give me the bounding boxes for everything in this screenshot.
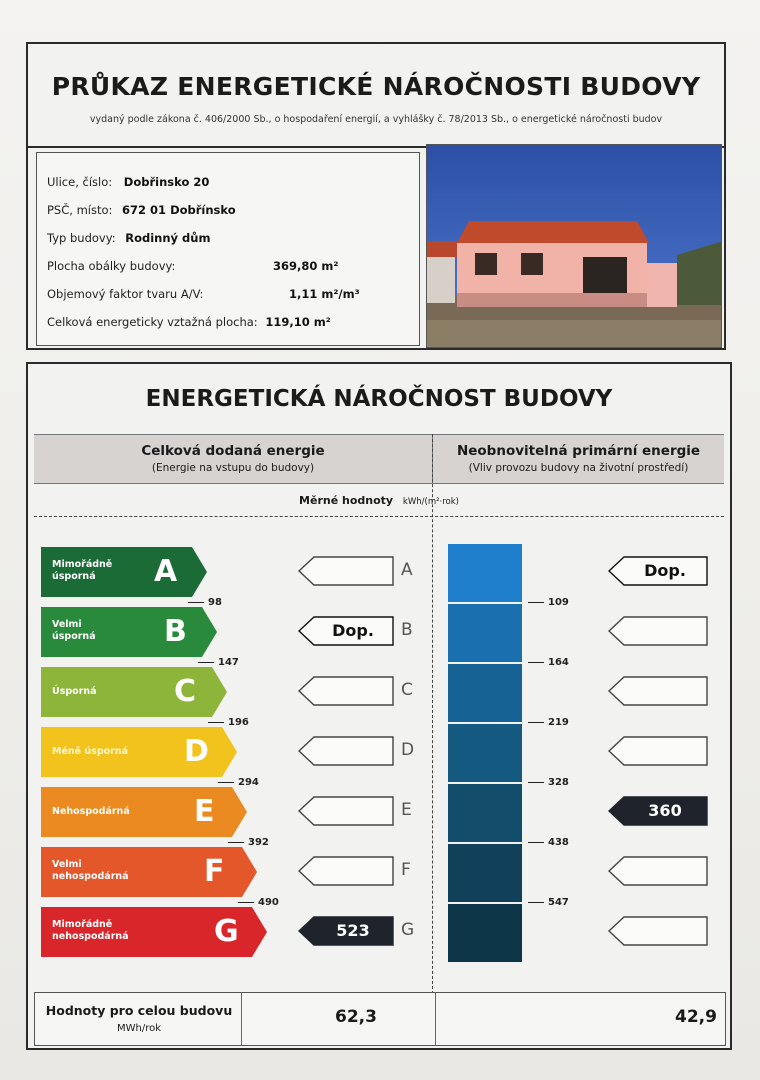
class-label-line1-f: Velmi (52, 859, 82, 870)
psc-value: 672 01 Dobřínsko (122, 203, 236, 217)
class-arrow-a (40, 546, 208, 598)
primary-threshold-2: 164 (528, 657, 569, 668)
primary-threshold-3: 219 (528, 717, 569, 728)
delivered-indicator-c (298, 676, 394, 706)
info-area (47, 259, 339, 273)
factor-value: 1,11 m²/m³ (289, 287, 360, 301)
class-letter-e: E (194, 794, 215, 829)
class-label-line2-g: nehospodárná (52, 931, 129, 942)
class-label-line1-g: Mimořádně (52, 919, 113, 930)
class-label-line1-a: Mimořádně (52, 559, 113, 570)
row-letter-g: G (401, 920, 415, 940)
row-letter-b: B (401, 620, 413, 640)
delivered-indicator-value-b: Dop. (332, 621, 374, 640)
class-arrow-f (40, 846, 258, 898)
primary-bar-b (448, 604, 522, 662)
type-label: Typ budovy: (47, 231, 116, 245)
primary-bar-g (448, 904, 522, 962)
info-factor (47, 287, 360, 301)
primary-bar-c (448, 664, 522, 722)
primary-threshold-1: 109 (528, 597, 569, 608)
class-letter-a: A (154, 554, 178, 589)
primary-threshold-4: 328 (528, 777, 569, 788)
info-type (47, 231, 210, 245)
class-letter-g: G (214, 914, 239, 949)
energy-performance-box (26, 362, 732, 1050)
class-label-line2-a: úsporná (52, 571, 96, 582)
delivered-threshold-5: 392 (228, 837, 269, 848)
primary-bar-d (448, 724, 522, 782)
delivered-indicator-b (298, 616, 394, 646)
certificate-title: PRŮKAZ ENERGETICKÉ NÁROČNOSTI BUDOVY (51, 72, 701, 101)
delivered-indicator-shape-d (298, 736, 394, 766)
whole-building-values (34, 992, 726, 1046)
primary-bar-a (448, 544, 522, 602)
floor-value: 119,10 m² (265, 315, 331, 329)
primary-energy-total: 42,9 (675, 1007, 717, 1027)
class-label-line2-b: úsporná (52, 631, 96, 642)
info-floor (47, 315, 331, 329)
primary-indicator-shape-g (608, 916, 708, 946)
class-label-g (52, 919, 129, 943)
psc-label: PSČ, místo: (47, 203, 113, 217)
certificate-subtitle: vydaný podle zákona č. 406/2000 Sb., o hospodaření energií, a vyhlášky č. 78/2013 Sb., o energetické náročnosti budov (89, 114, 663, 125)
primary-indicator-value-a: Dop. (644, 561, 686, 580)
primary-indicator-f (608, 856, 708, 886)
delivered-indicator-a (298, 556, 394, 586)
delivered-indicator-shape-e (298, 796, 394, 826)
footer-divider-1 (241, 993, 242, 1045)
house-illustration (427, 145, 722, 348)
primary-indicator-b (608, 616, 708, 646)
class-label-e (52, 806, 130, 818)
class-label-b (52, 619, 96, 643)
factor-label: Objemový faktor tvaru A/V: (47, 287, 204, 301)
right-column-title: Neobnovitelná primární energie (456, 443, 701, 459)
class-letter-b: B (164, 614, 187, 649)
header-box (26, 42, 726, 350)
primary-indicator-shape-d (608, 736, 708, 766)
primary-indicator-g (608, 916, 708, 946)
class-label-a (52, 559, 112, 583)
class-arrow-g (40, 906, 268, 958)
class-label-d (52, 746, 128, 758)
primary-indicator-c (608, 676, 708, 706)
energy-title: ENERGETICKÁ NÁROČNOST BUDOVY (145, 386, 613, 412)
delivered-threshold-3: 196 (208, 717, 249, 728)
rating-scale (28, 364, 730, 1048)
primary-threshold-5: 438 (528, 837, 569, 848)
class-letter-f: F (204, 854, 225, 889)
class-arrow-d (40, 726, 238, 778)
delivered-indicator-shape-f (298, 856, 394, 886)
class-letter-c: C (174, 674, 197, 709)
area-label: Plocha obálky budovy: (47, 259, 176, 273)
delivered-energy-total: 62,3 (335, 1007, 377, 1027)
row-letter-c: C (401, 680, 413, 700)
row-letter-a: A (401, 560, 413, 580)
class-label-line1-e: Nehospodárná (52, 806, 130, 817)
class-arrow-b (40, 606, 218, 658)
delivered-indicator-e (298, 796, 394, 826)
specific-values-unit: kWh/(m²·rok) (402, 497, 459, 507)
class-label-line1-d: Méně úsporná (52, 746, 129, 757)
primary-bar-f (448, 844, 522, 902)
primary-indicator-e (608, 796, 708, 826)
class-label-f (52, 859, 129, 883)
row-letter-f: F (401, 860, 411, 880)
info-psc (47, 203, 236, 217)
primary-bar-e (448, 784, 522, 842)
primary-indicator-shape-c (608, 676, 708, 706)
class-arrow-e (40, 786, 248, 838)
row-letter-e: E (401, 800, 412, 820)
class-label-line2-f: nehospodárná (52, 871, 129, 882)
class-arrow-c (40, 666, 228, 718)
class-label-line1-b: Velmi (52, 619, 82, 630)
delivered-indicator-value-g: 523 (336, 921, 370, 940)
street-label: Ulice, číslo: (47, 175, 113, 189)
area-value: 369,80 m² (273, 259, 339, 273)
delivered-indicator-shape-a (298, 556, 394, 586)
delivered-threshold-6: 490 (238, 897, 279, 908)
left-column-title: Celková dodaná energie (141, 443, 325, 459)
delivered-threshold-2: 147 (198, 657, 239, 668)
building-info (36, 152, 420, 346)
left-column-subtitle: (Energie na vstupu do budovy) (151, 462, 315, 474)
primary-indicator-shape-f (608, 856, 708, 886)
primary-indicator-a (608, 556, 708, 586)
primary-indicator-shape-b (608, 616, 708, 646)
whole-building-label: Hodnoty pro celou budovu (45, 1003, 233, 1018)
delivered-indicator-g (298, 916, 394, 946)
row-letter-d: D (401, 740, 415, 760)
street-value: Dobřinsko 20 (123, 175, 210, 189)
primary-indicator-d (608, 736, 708, 766)
class-label-c (52, 686, 97, 698)
delivered-indicator-d (298, 736, 394, 766)
class-letter-d: D (184, 734, 209, 769)
type-value: Rodinný dům (125, 231, 211, 245)
building-photo (426, 144, 722, 348)
delivered-indicator-f (298, 856, 394, 886)
footer-divider-2 (435, 993, 436, 1045)
delivered-threshold-4: 294 (218, 777, 259, 788)
class-label-line1-c: Úsporná (52, 686, 97, 697)
delivered-indicator-shape-c (298, 676, 394, 706)
whole-building-unit: MWh/rok (116, 1023, 162, 1034)
specific-values-label: Měrné hodnoty (299, 494, 394, 507)
primary-threshold-6: 547 (528, 897, 569, 908)
floor-label: Celková energeticky vztažná plocha: (47, 315, 258, 329)
delivered-threshold-1: 98 (188, 597, 222, 608)
primary-indicator-value-e: 360 (648, 801, 682, 820)
right-column-subtitle: (Vliv provozu budovy na životní prostředí) (468, 462, 689, 474)
info-street (47, 175, 209, 189)
